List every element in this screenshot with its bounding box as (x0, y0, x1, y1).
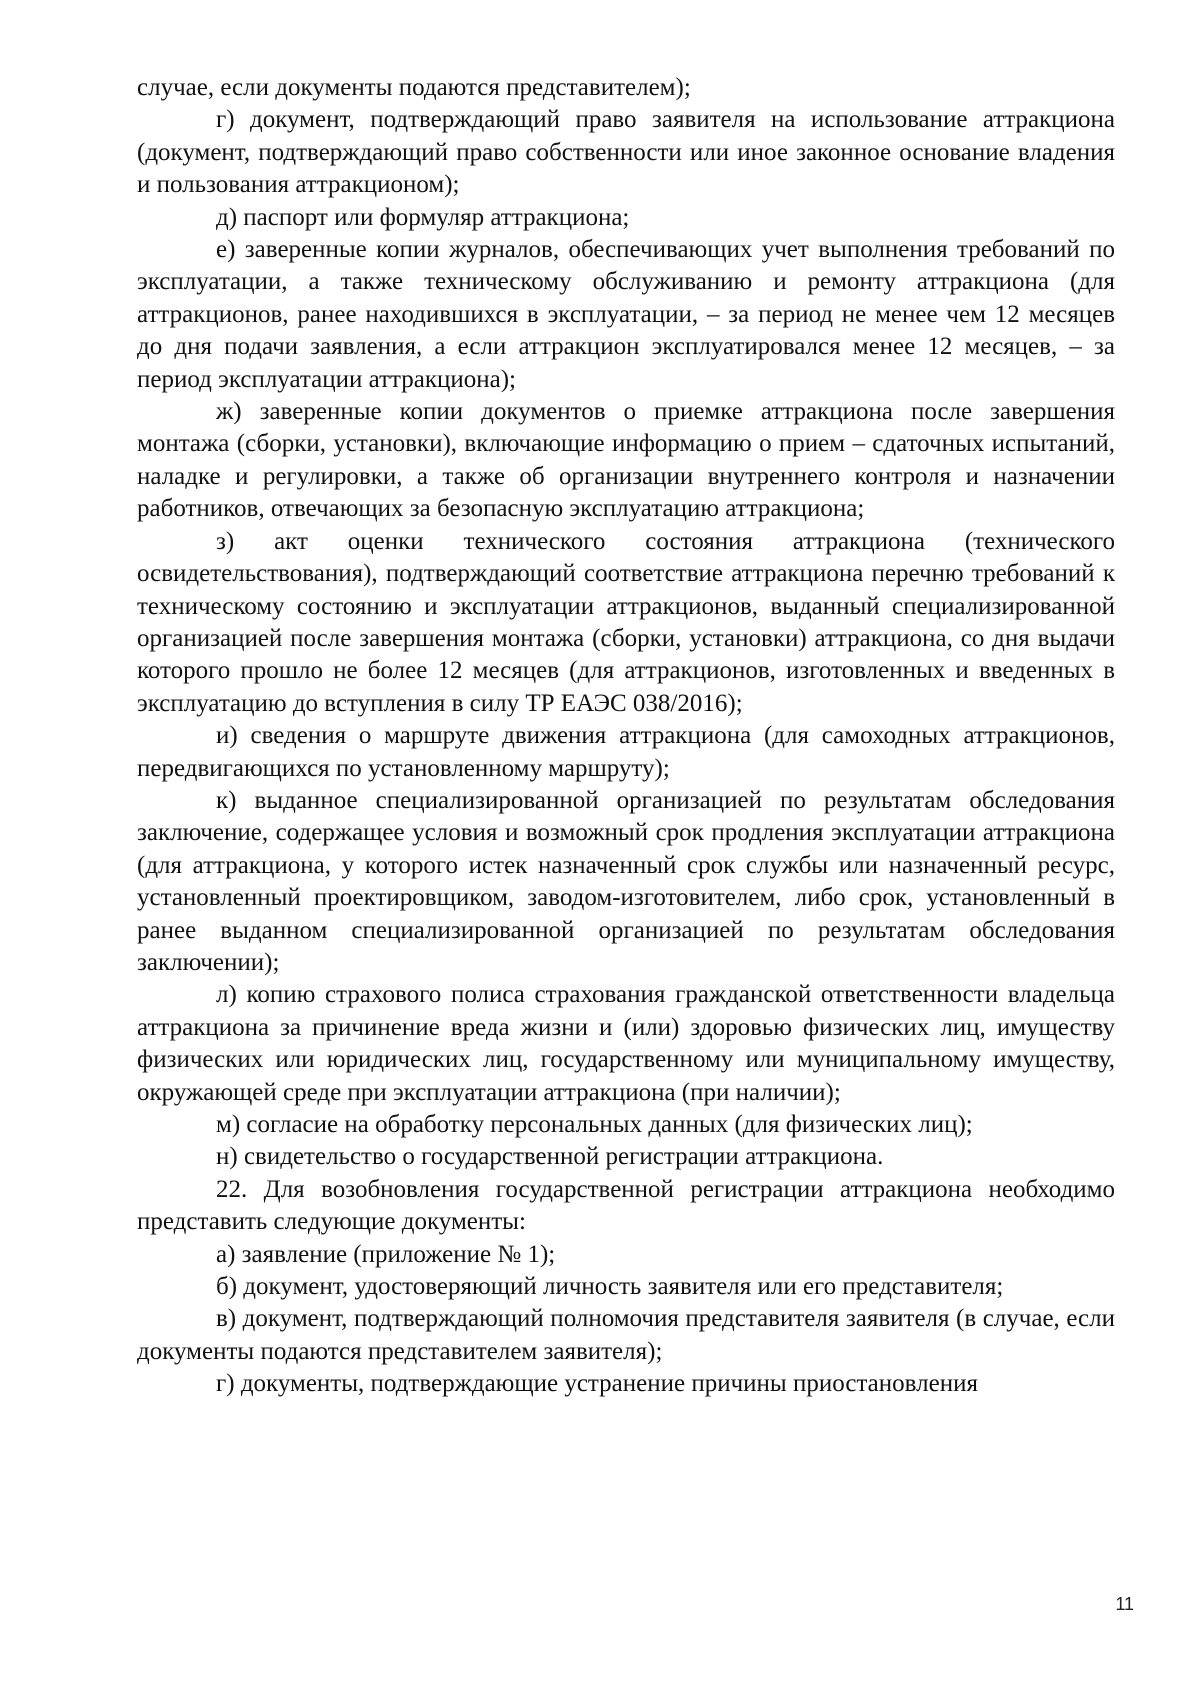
page-number: 11 (1115, 1594, 1134, 1614)
paragraph-item-e: е) заверенные копии журналов, обеспечивающих учет выполнения требований по эксплуатации, а также техническому обслуживанию и ремонту аттракциона (для аттракционов, ранее находившихся в эксплуатации, – за период не менее чем 12 месяцев до дня подачи заявления, а если аттракцион эксплуатировался менее 12 месяцев, – за период эксплуатации аттракциона); (137, 236, 1115, 393)
paragraph-item-d: д) паспорт или формуляр аттракциона; (216, 203, 630, 231)
paragraph-section-22: 22. Для возобновления государственной регистрации аттракциона необходимо представить следующие документы: (137, 1175, 1115, 1236)
document-body (137, 72, 1115, 1401)
paragraph-item-k: к) выданное специализированной организацией по результатам обследования заключение, содержащее условия и возможный срок продления эксплуатации аттракциона (для аттракциона, у которого истек назначенный срок службы или назначенный ресурс, установленный проектировщиком, заводом-изготовителем, либо срок, установленный в ранее выданном специализированной организацией по результатам обследования заключении); (137, 786, 1115, 976)
paragraph-item-g: г) документ, подтверждающий право заявителя на использование аттракциона (документ, подтверждающий право собственности или иное законное основание владения и пользования аттракционом); (137, 106, 1115, 199)
paragraph-item-zh: ж) заверенные копии документов о приемке аттракциона после завершения монтажа (сборки, установки), включающие информацию о прием – сдаточных испытаний, наладке и регулировки, а также об организации внутреннего контроля и назначении работников, отвечающих за безопасную эксплуатацию аттракциона; (137, 398, 1115, 523)
paragraph-item-a: а) заявление (приложение № 1); (216, 1240, 556, 1268)
paragraph-item-b: б) документ, удостоверяющий личность заявителя или его представителя; (216, 1273, 1004, 1301)
paragraph-item-m: м) согласие на обработку персональных данных (для физических лиц); (216, 1111, 973, 1138)
paragraph-item-l: л) копию страхового полиса страхования гражданской ответственности владельца аттракциона за причинение вреда жизни и (или) здоровью физических лиц, имуществу физических или юридических лиц, государственному или муниципальному имуществу, окружающей среде при эксплуатации аттракциона (при наличии); (137, 981, 1115, 1106)
paragraph-item-g-2: г) документы, подтверждающие устранение причины приостановления (216, 1370, 978, 1398)
paragraph-item-z: з) акт оценки технического состояния аттракциона (технического освидетельствования), подтверждающий соответствие аттракциона перечню требований к техническому состоянию и эксплуатации аттракционов, выданный специализированной организацией после завершения монтажа (сборки, установки) аттракциона, со дня выдачи которого прошло не более 12 месяцев (для аттракционов, изготовленных и введенных в эксплуатацию до вступления в силу ТР ЕАЭС 038/2016); (137, 527, 1115, 717)
paragraph-item-i: и) сведения о маршруте движения аттракциона (для самоходных аттракционов, передвигающихся по установленному маршруту); (137, 722, 1115, 782)
paragraph-item-n: н) свидетельство о государственной регистрации аттракциона. (216, 1143, 884, 1171)
paragraph-continuation: случае, если документы подаются представителем); (137, 74, 691, 101)
paragraph-item-v: в) документ, подтверждающий полномочия представителя заявителя (в случае, если документы подаются представителем заявителя); (137, 1305, 1115, 1365)
